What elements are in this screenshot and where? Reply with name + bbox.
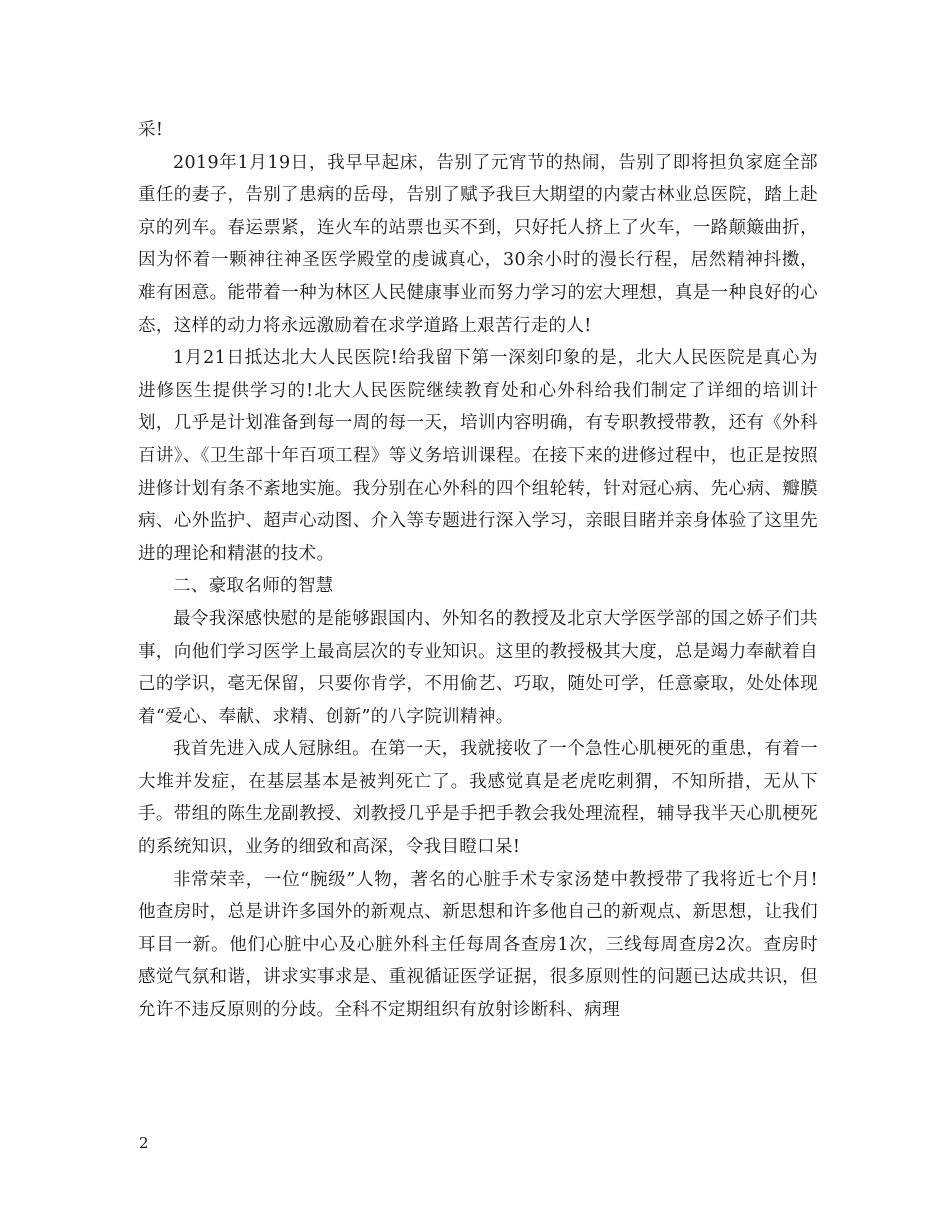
paragraph-departure: 2019年1月19日，我早早起床，告别了元宵节的热闹，告别了即将担负家庭全部重任的妻子，告别了患病的岳母，告别了赋予我巨大期望的内蒙古林业总医院，踏上赴京的列车。春运票紧，连火车的站票也买不到，只好托人挤上了火车，一路颠簸曲折，因为怀着一颗神往神圣医学殿堂的虔诚真心，30余小时的漫长行程，居然精神抖擞，难有困意。能带着一种为林区人民健康事业而努力学习的宏大理想，真是一种良好的心态，这样的动力将永远激励着在求学道路上艰苦行走的人! [138, 152, 818, 336]
paragraph-famous-teachers: 最令我深感快慰的是能够跟国内、外知名的教授及北京大学医学部的国之娇子们共事，向他们学习医学上最高层次的专业知识。这里的教授极其大度，总是竭力奉献着自己的学识，毫无保留，只要你肯学，不用偷艺、巧取，随处可学，任意豪取，处处体现着“爱心、奉献、求精、创新”的八字院训精神。 [138, 608, 818, 727]
section-heading: 二、豪取名师的智慧 [173, 576, 334, 597]
page-number: 2 [139, 1134, 149, 1152]
paragraph-continuation: 采! [138, 120, 164, 140]
document-body [138, 114, 818, 1027]
paragraph-coronary-group: 我首先进入成人冠脉组。在第一天，我就接收了一个急性心肌梗死的重患，有着一大堆并发症，在基层基本是被判死亡了。我感觉真是老虎吃刺猬，不知所措，无从下手。带组的陈生龙副教授、刘教授几乎是手把手教会我处理流程，辅导我半天心肌梗死的系统知识，业务的细致和高深，令我目瞪口呆! [138, 739, 818, 858]
paragraph-professor-tang: 非常荣幸，一位“腕级”人物，著名的心脏手术专家汤楚中教授带了我将近七个月!他查房时，总是讲许多国外的新观点、新思想和许多他自己的新观点、新思想，让我们耳目一新。他们心脏中心及心脏外科主任每周各查房1次，三线每周查房2次。查房时感觉气氛和谐，讲求实事求是、重视循证医学证据，很多原则性的问题已达成共识，但允许不违反原则的分歧。全科不定期组织有放射诊断科、病理 [138, 869, 818, 1021]
paragraph-arrival: 1月21日抵达北大人民医院!给我留下第一深刻印象的是，北大人民医院是真心为进修医生提供学习的!北大人民医院继续教育处和心外科给我们制定了详细的培训计划，几乎是计划准备到每一周的每一天，培训内容明确，有专职教授带教，还有《外科百讲》、《卫生部十年百项工程》等义务培训课程。在接下来的进修过程中，也正是按照进修计划有条不紊地实施。我分别在心外科的四个组轮转，针对冠心病、先心病、瓣膜病、心外监护、超声心动图、介入等专题进行深入学习，亲眼目睹并亲身体验了这里先进的理论和精湛的技术。 [138, 348, 818, 564]
